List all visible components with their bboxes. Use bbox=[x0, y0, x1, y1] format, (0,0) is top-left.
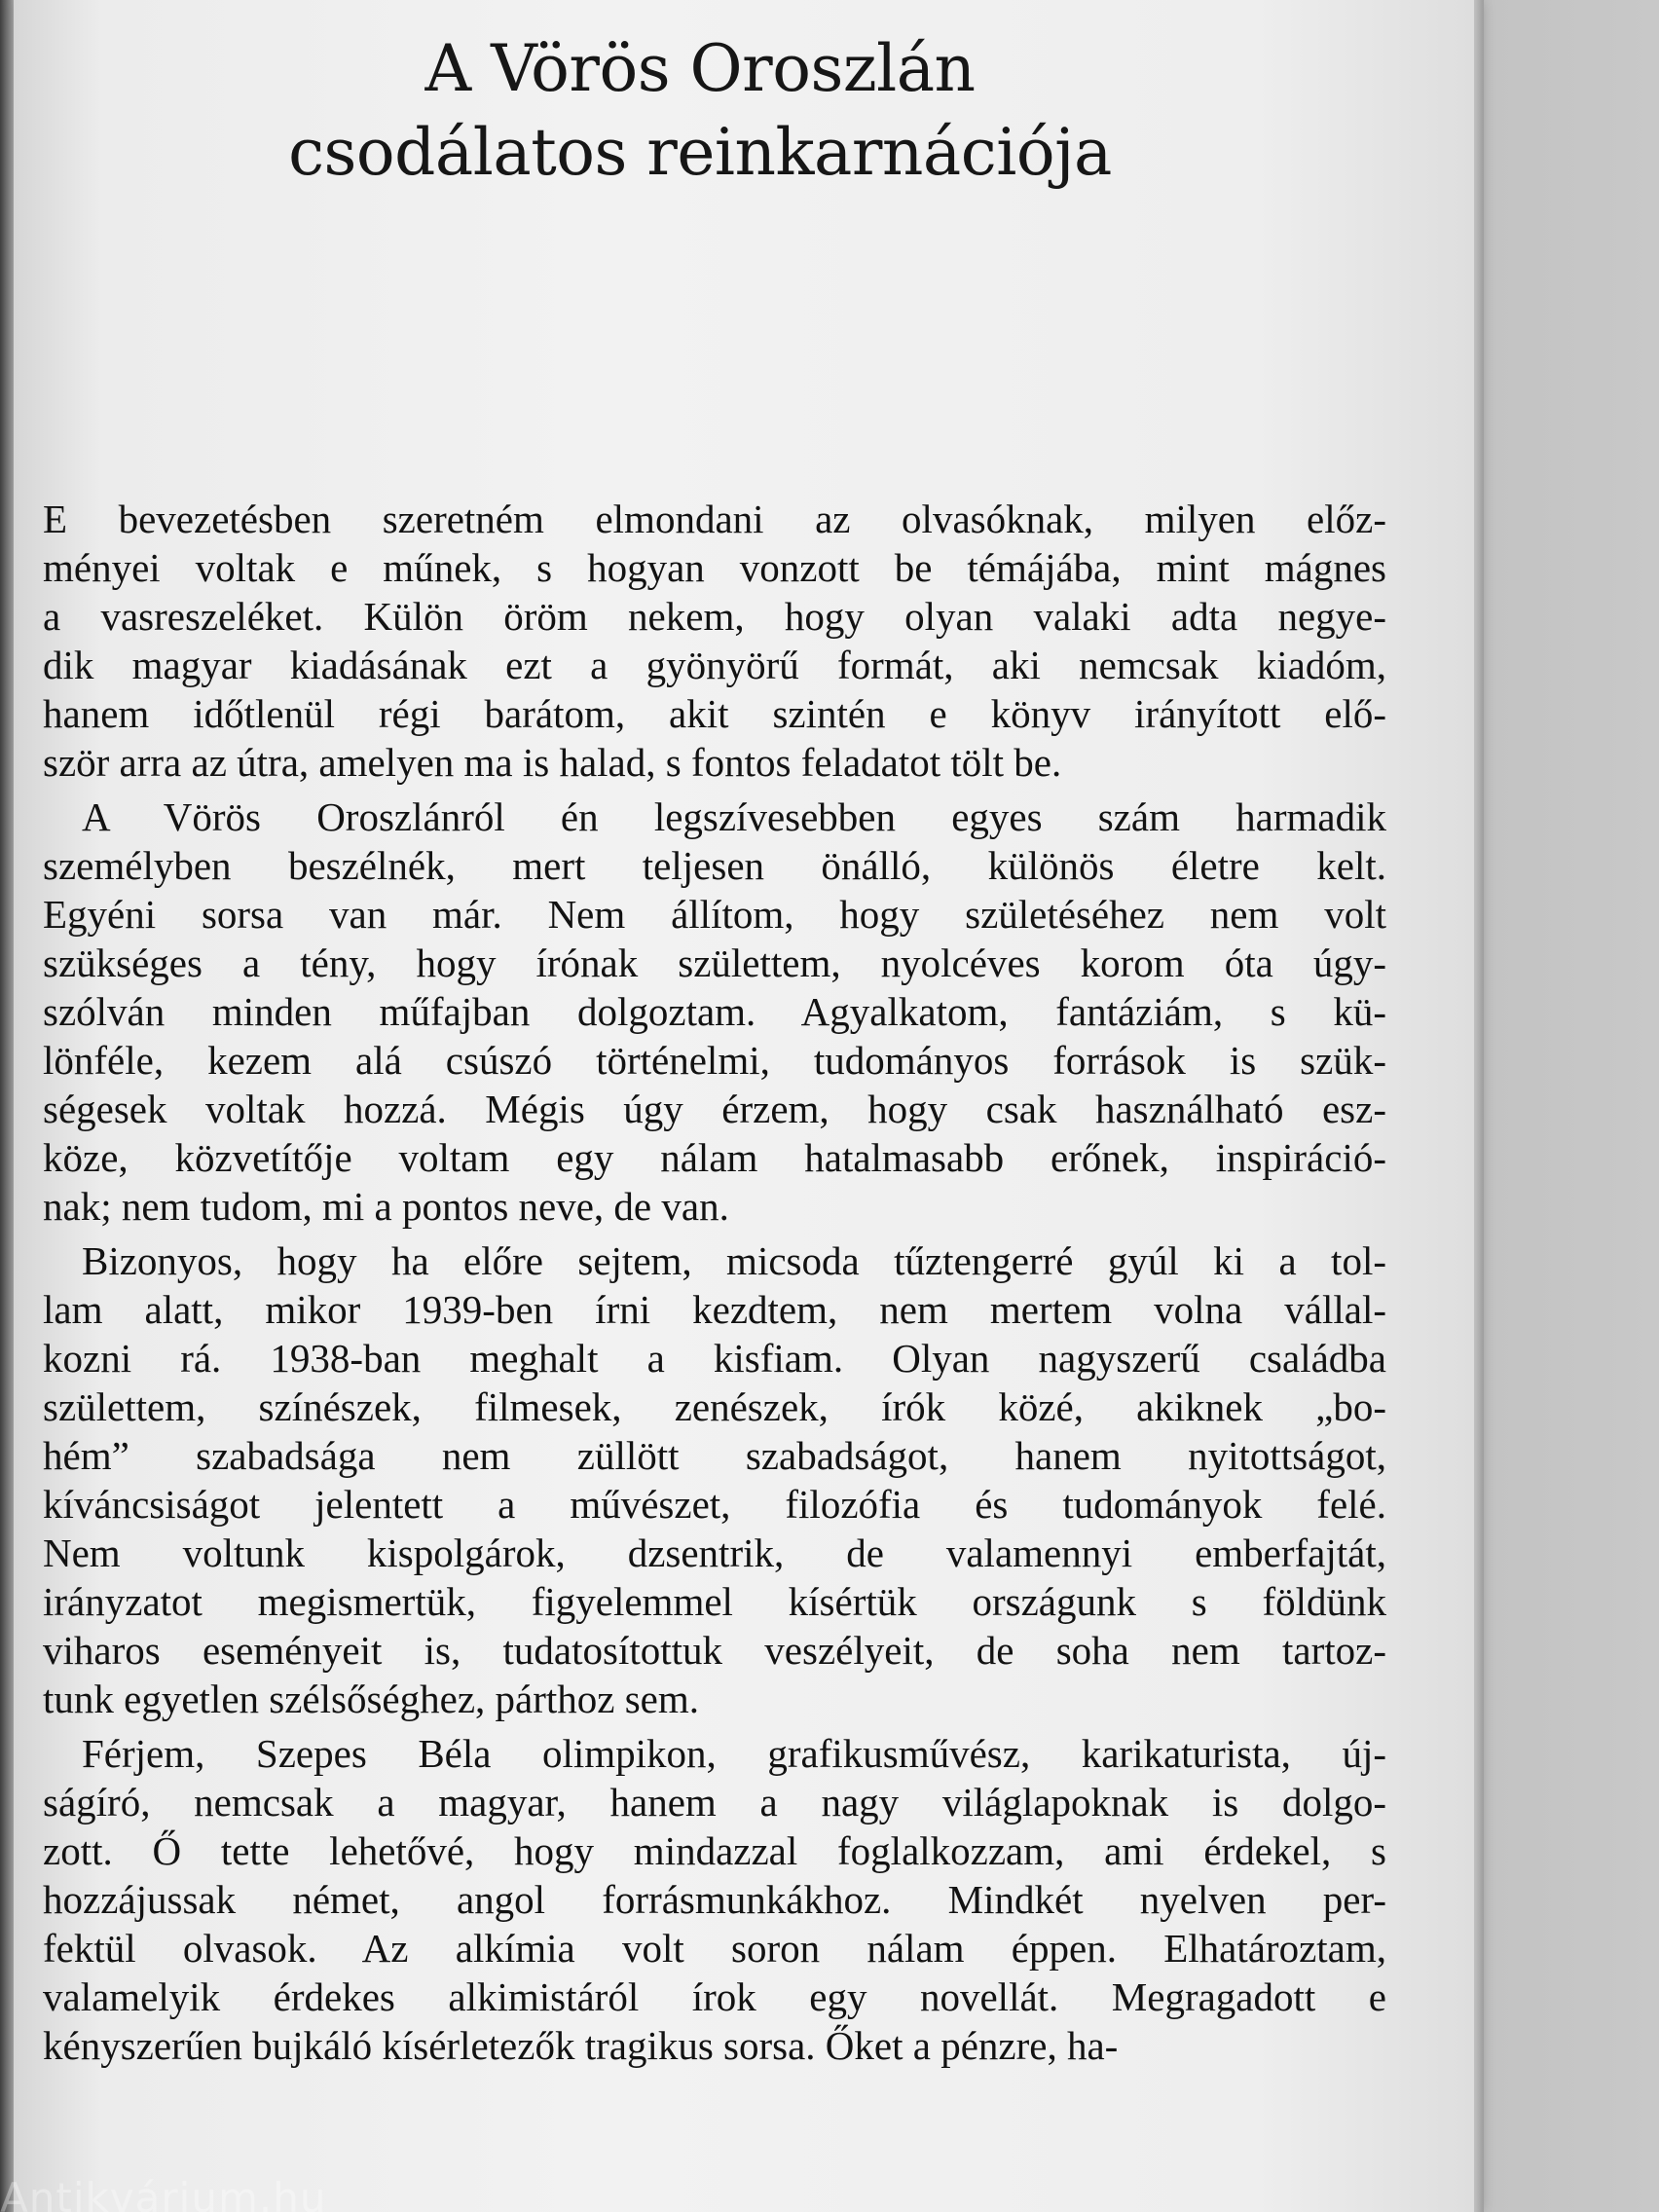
text-line: Egyéni sorsa van már. Nem állítom, hogy születéséhez nem volt bbox=[43, 892, 1386, 937]
text-line: köze, közvetítője voltam egy nálam hatalmasabb erőnek, inspiráció- bbox=[43, 1135, 1386, 1180]
paragraph bbox=[43, 1729, 1386, 2070]
text-line: Bizonyos, hogy ha előre sejtem, micsoda tűztengerré gyúl ki a tol- bbox=[82, 1238, 1386, 1283]
text-line: ségesek voltak hozzá. Mégis úgy érzem, hogy csak használható esz- bbox=[43, 1087, 1386, 1131]
text-line: viharos eseményeit is, tudatosítottuk veszélyeit, de soha nem tartoz- bbox=[43, 1628, 1386, 1673]
text-line: kozni rá. 1938-ban meghalt a kisfiam. Olyan nagyszerű családba bbox=[43, 1336, 1386, 1381]
text-line: ször arra az útra, amelyen ma is halad, s fontos feladatot tölt be. bbox=[43, 740, 1062, 785]
paragraph bbox=[43, 1236, 1386, 1723]
text-line: zott. Ő tette lehetővé, hogy mindazzal foglalkozzam, ami érdekel, s bbox=[43, 1828, 1386, 1873]
body-text bbox=[43, 495, 1386, 2070]
text-line: A Vörös Oroszlánról én legszívesebben egyes szám harmadik bbox=[82, 794, 1386, 839]
paragraph bbox=[43, 793, 1386, 1231]
page-edge bbox=[1474, 0, 1484, 2212]
text-line: a vasreszeléket. Külön öröm nekem, hogy olyan valaki adta negye- bbox=[43, 594, 1386, 639]
text-line: nak; nem tudom, mi a pontos neve, de van. bbox=[43, 1184, 729, 1229]
text-line: személyben beszélnék, mert teljesen önálló, különös életre kelt. bbox=[43, 843, 1386, 888]
chapter-title bbox=[189, 27, 1211, 195]
text-line: lönféle, kezem alá csúszó történelmi, tudományos források is szük- bbox=[43, 1038, 1386, 1083]
text-line: szükséges a tény, hogy írónak születtem, nyolcéves korom óta úgy- bbox=[43, 940, 1386, 985]
text-line: hozzájussak német, angol forrásmunkákhoz. Mindkét nyelven per- bbox=[43, 1877, 1386, 1922]
text-line: kíváncsiságot jelentett a művészet, filozófia és tudományok felé. bbox=[43, 1482, 1386, 1527]
watermark: Antikvárium.hu bbox=[0, 2174, 327, 2212]
text-line: hém” szabadsága nem züllött szabadságot, hanem nyitottságot, bbox=[43, 1433, 1386, 1478]
text-line: E bevezetésben szeretném elmondani az olvasóknak, milyen előz- bbox=[43, 497, 1386, 541]
text-line: fektül olvasok. Az alkímia volt soron nálam éppen. Elhatároztam, bbox=[43, 1926, 1386, 1971]
text-line: születtem, színészek, filmesek, zenészek, írók közé, akiknek „bo- bbox=[43, 1384, 1386, 1429]
text-line: irányzatot megismertük, figyelemmel kísértük országunk s földünk bbox=[43, 1579, 1386, 1624]
text-line: Nem voltunk kispolgárok, dzsentrik, de valamennyi emberfajtát, bbox=[43, 1530, 1386, 1575]
text-line: hanem időtlenül régi barátom, akit szintén e könyv irányított elő- bbox=[43, 691, 1386, 736]
paragraph bbox=[43, 495, 1386, 787]
text-line: dik magyar kiadásának ezt a gyönyörű formát, aki nemcsak kiadóm, bbox=[43, 643, 1386, 687]
text-line: valamelyik érdekes alkimistáról írok egy novellát. Megragadott e bbox=[43, 1974, 1386, 2019]
text-line: Férjem, Szepes Béla olimpikon, grafikusművész, karikaturista, új- bbox=[82, 1731, 1386, 1776]
text-line: ményei voltak e műnek, s hogyan vonzott be témájába, mint mágnes bbox=[43, 545, 1386, 590]
text-line: szólván minden műfajban dolgoztam. Agyalkatom, fantáziám, s kü- bbox=[43, 989, 1386, 1034]
chapter-title-line-2: csodálatos reinkarnációja bbox=[288, 115, 1112, 190]
text-line: lam alatt, mikor 1939-ben írni kezdtem, nem mertem volna vállal- bbox=[43, 1287, 1386, 1332]
chapter-title-line-1: A Vörös Oroszlán bbox=[424, 31, 976, 106]
text-line: kényszerűen bujkáló kísérletezők tragikus sorsa. Őket a pénzre, ha- bbox=[43, 2023, 1119, 2068]
book-page bbox=[14, 0, 1474, 2212]
text-line: tunk egyetlen szélsőséghez, párthoz sem. bbox=[43, 1677, 699, 1721]
text-line: ságíró, nemcsak a magyar, hanem a nagy világlapoknak is dolgo- bbox=[43, 1780, 1386, 1825]
